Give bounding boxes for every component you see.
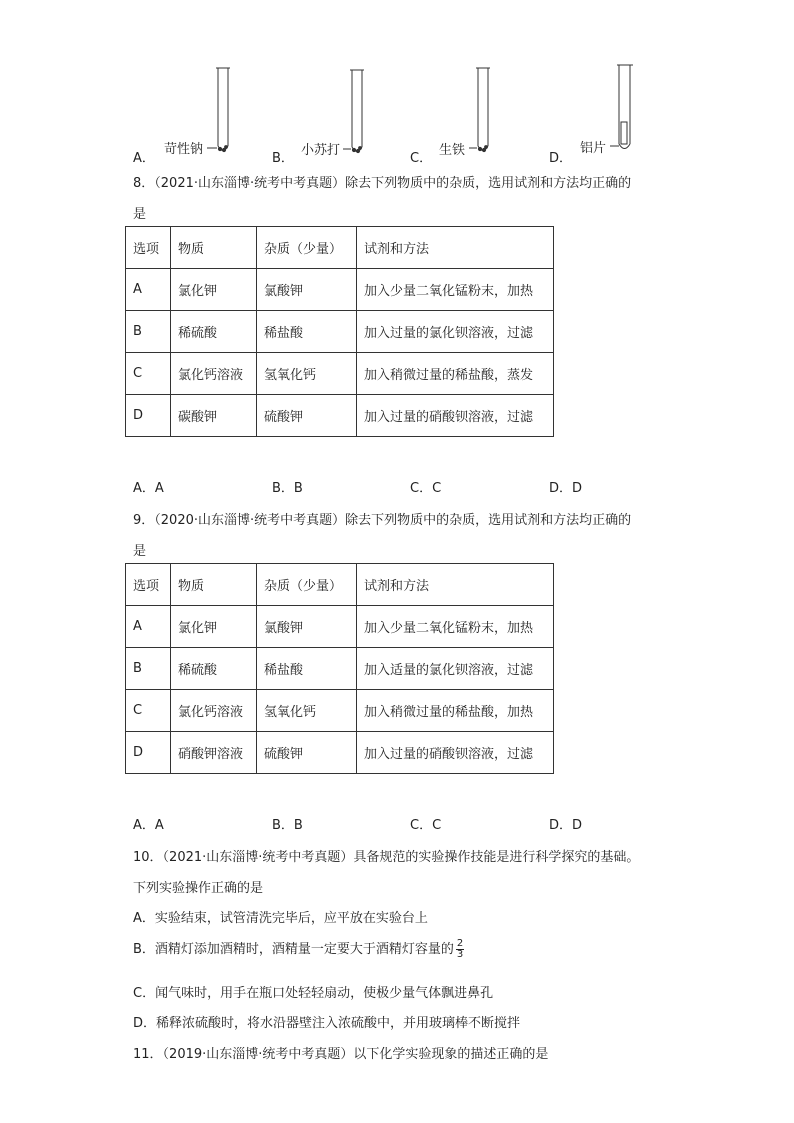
q7-option-d-label: 铝片 [580, 141, 607, 156]
table-cell: B [126, 648, 171, 690]
table-row [126, 311, 554, 353]
q10-option-b[interactable] [133, 938, 464, 960]
table-cell: 稀硫酸 [171, 648, 257, 690]
q7-option-a-label: 苛性钠 [164, 142, 204, 157]
q8-table [125, 226, 554, 437]
q10-stem-line2: 下列实验操作正确的是 [133, 881, 264, 896]
q9-option-d[interactable]: D．D [549, 818, 583, 833]
table-cell: 加入少量二氧化锰粉末，加热 [357, 606, 554, 648]
q7-option-b-letter[interactable]: B． [272, 151, 294, 166]
q9-table [125, 563, 554, 774]
table-cell: 氯化钙溶液 [171, 353, 257, 395]
q9-stem-line2: 是 [133, 544, 147, 559]
table-header-cell: 试剂和方法 [357, 564, 554, 606]
q7-option-c-label: 生铁 [439, 143, 466, 158]
q9-option-a[interactable]: A．A [133, 818, 164, 833]
q7-option-c-letter[interactable]: C． [410, 151, 433, 166]
fraction [456, 939, 464, 960]
q9-option-b[interactable]: B．B [272, 818, 303, 833]
table-header-row [126, 227, 554, 269]
table-cell: 硫酸钾 [257, 732, 357, 774]
q9-option-c[interactable]: C．C [410, 818, 442, 833]
fraction-numerator: 2 [456, 938, 464, 949]
q10-option-a[interactable]: A．实验结束，试管清洗完毕后，应平放在实验台上 [133, 911, 428, 926]
q8-stem-line2: 是 [133, 207, 147, 222]
table-cell: A [126, 606, 171, 648]
table-header-row [126, 564, 554, 606]
table-cell: 氯酸钾 [257, 606, 357, 648]
q8-option-d[interactable]: D．D [549, 481, 583, 496]
fraction-denominator: 3 [456, 949, 464, 960]
table-cell: 氢氧化钙 [257, 690, 357, 732]
table-cell: A [126, 269, 171, 311]
table-cell: 稀硫酸 [171, 311, 257, 353]
table-cell: 加入适量的氯化钡溶液，过滤 [357, 648, 554, 690]
test-tube-a-figure [207, 68, 230, 152]
table-cell: 加入少量二氧化锰粉末，加热 [357, 269, 554, 311]
q11-stem-line1: 11．（2019·山东淄博·统考中考真题）以下化学实验现象的描述正确的是 [133, 1047, 549, 1062]
table-row [126, 732, 554, 774]
q10-option-b-text: B．酒精灯添加酒精时，酒精量一定要大于酒精灯容量的 [133, 942, 454, 957]
table-header-cell: 物质 [171, 227, 257, 269]
q10-option-c[interactable]: C．闻气味时，用手在瓶口处轻轻扇动，使极少量气体飘进鼻孔 [133, 986, 494, 1001]
table-row [126, 269, 554, 311]
table-cell: 碳酸钾 [171, 395, 257, 437]
table-cell: C [126, 353, 171, 395]
table-header-cell: 杂质（少量） [257, 564, 357, 606]
test-tube-b-figure [343, 70, 364, 153]
test-tube-d-figure [610, 65, 633, 149]
table-header-cell: 选项 [126, 227, 171, 269]
q7-option-b-label: 小苏打 [301, 143, 341, 158]
table-cell: 加入过量的硝酸钡溶液，过滤 [357, 732, 554, 774]
table-header-cell: 物质 [171, 564, 257, 606]
table-header-cell: 杂质（少量） [257, 227, 357, 269]
table-row [126, 606, 554, 648]
q9-stem-line1: 9．（2020·山东淄博·统考中考真题）除去下列物质中的杂质，选用试剂和方法均正确的 [133, 513, 632, 528]
table-cell: C [126, 690, 171, 732]
q10-stem-line1: 10．（2021·山东淄博·统考中考真题）具备规范的实验操作技能是进行科学探究的基础。 [133, 850, 640, 865]
q8-option-b[interactable]: B．B [272, 481, 303, 496]
table-cell: 氯化钙溶液 [171, 690, 257, 732]
table-cell: 硫酸钾 [257, 395, 357, 437]
table-cell: 氯酸钾 [257, 269, 357, 311]
table-row [126, 395, 554, 437]
table-cell: 稀盐酸 [257, 311, 357, 353]
table-row [126, 690, 554, 732]
table-cell: 稀盐酸 [257, 648, 357, 690]
table-header-cell: 选项 [126, 564, 171, 606]
table-cell: B [126, 311, 171, 353]
table-cell: 氯化钾 [171, 606, 257, 648]
table-cell: 加入稍微过量的稀盐酸，蒸发 [357, 353, 554, 395]
table-row [126, 353, 554, 395]
test-tube-c-figure [469, 68, 490, 152]
table-header-cell: 试剂和方法 [357, 227, 554, 269]
q7-option-d-letter[interactable]: D． [549, 151, 573, 166]
table-cell: 加入过量的氯化钡溶液，过滤 [357, 311, 554, 353]
q8-stem-line1: 8．（2021·山东淄博·统考中考真题）除去下列物质中的杂质，选用试剂和方法均正确的 [133, 176, 632, 191]
q7-option-a-letter[interactable]: A． [133, 151, 155, 166]
table-cell: 加入稍微过量的稀盐酸，加热 [357, 690, 554, 732]
test-tube-figures [0, 0, 794, 175]
table-cell: 氯化钾 [171, 269, 257, 311]
q8-option-c[interactable]: C．C [410, 481, 442, 496]
q8-option-a[interactable]: A．A [133, 481, 164, 496]
table-cell: 氢氧化钙 [257, 353, 357, 395]
table-cell: 加入过量的硝酸钡溶液，过滤 [357, 395, 554, 437]
table-cell: 硝酸钾溶液 [171, 732, 257, 774]
q10-option-d[interactable]: D．稀释浓硫酸时，将水沿器壁注入浓硫酸中，并用玻璃棒不断搅拌 [133, 1016, 521, 1031]
table-cell: D [126, 732, 171, 774]
table-row [126, 648, 554, 690]
table-cell: D [126, 395, 171, 437]
